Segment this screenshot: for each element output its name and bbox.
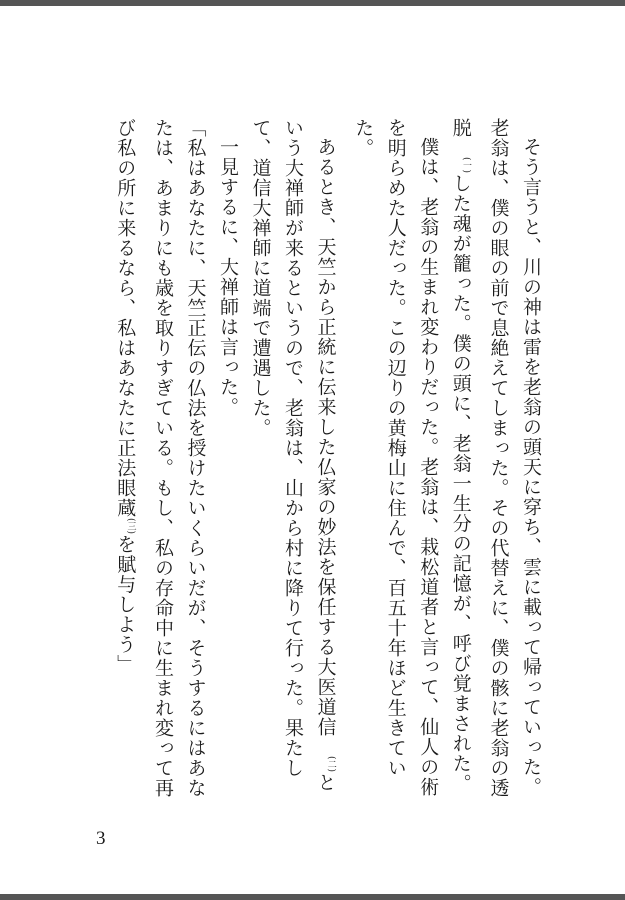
page-number: 3 xyxy=(96,828,106,849)
paragraph xyxy=(444,118,547,808)
text-run: あるとき、天竺から正統に伝来した仏家の妙法を保任する大医道信 xyxy=(314,137,337,737)
paragraph xyxy=(244,118,347,808)
note-marker: (二) xyxy=(325,756,336,773)
top-border xyxy=(0,0,625,6)
text-run: という大禅師が来るというので、老翁は、山から村に降りて行った。果たして、道信大禅師に道端で遭遇した。 xyxy=(249,118,337,793)
text-run: 「私はあなたに、天竺正伝の仏法を授けたいくらいだが、そうするにはあなたは、あまりにも歳を取りすぎている。もし、私の存命中に生まれ変って再び私の所に来るなら、私はあなたに正法眼蔵 xyxy=(114,118,207,798)
vertical-text-body xyxy=(77,118,547,808)
bottom-border xyxy=(0,894,625,900)
text-run: した魂が籠った。僕の頭に、老翁一生分の記憶が、呼び覚まされた。 xyxy=(449,173,472,794)
note-marker: (三) xyxy=(125,518,136,535)
paragraph xyxy=(212,118,245,808)
text-run: を賦与しよう」 xyxy=(114,534,137,675)
text-run: 一見するに、大禅師は言った。 xyxy=(217,137,239,417)
text-run: そう言うと、川の神は雷を老翁の頭天に穿ち、雲に載って帰っていった。老翁は、僕の眼の前で息絶えてしまった。その代替えに、僕の骸に老翁の透脱 xyxy=(449,118,542,798)
text-run: 僕は、老翁の生まれ変わりだった。老翁は、栽松道者と言って、仙人の術を明らめた人だった。この辺りの黄梅山に住んで、百五十年ほど生きていた。 xyxy=(352,118,440,797)
paragraph xyxy=(109,118,212,808)
note-marker: (一) xyxy=(461,157,471,174)
paragraph xyxy=(347,118,445,808)
